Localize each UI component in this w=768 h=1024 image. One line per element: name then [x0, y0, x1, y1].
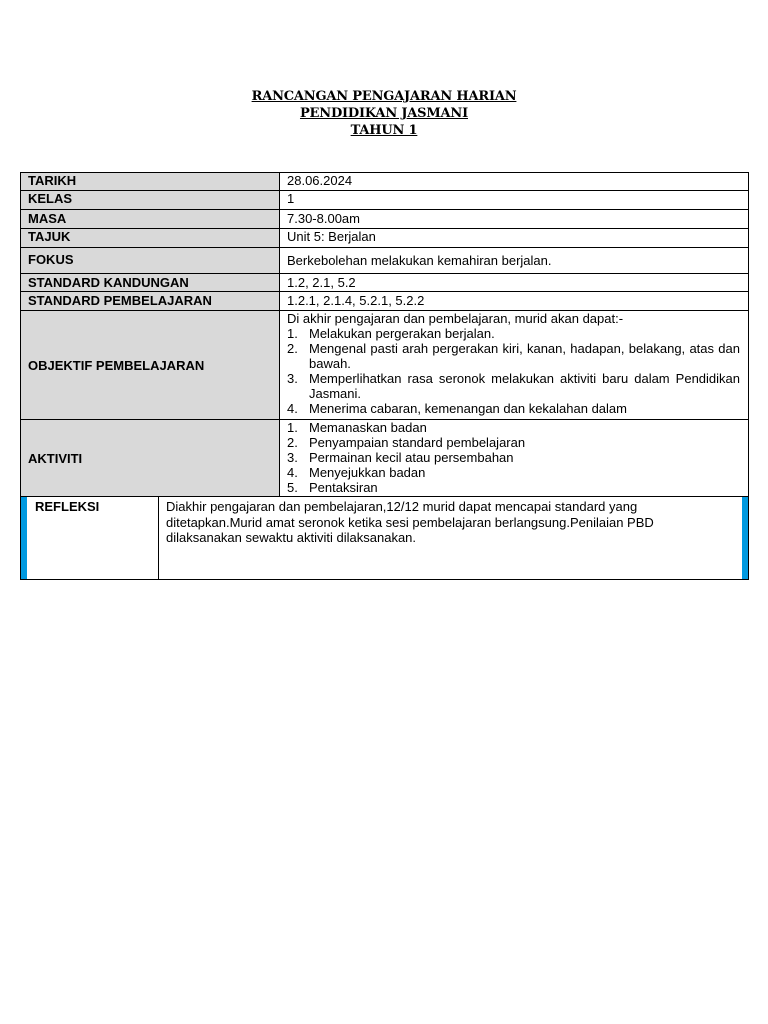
- objektif-item: 1. Melakukan pergerakan berjalan.: [287, 326, 495, 341]
- tarikh-label: TARIKH: [20, 172, 280, 191]
- objektif-item: 4. Menerima cabaran, kemenangan dan kekalahan dalam: [287, 401, 627, 416]
- aktiviti-list: [287, 420, 740, 495]
- objektif-value: [279, 310, 749, 420]
- aktiviti-value: [279, 419, 749, 497]
- tajuk-label: TAJUK: [20, 228, 280, 248]
- refleksi-left-accent-bar: [21, 497, 27, 579]
- kelas-label: KELAS: [20, 190, 280, 210]
- masa-label: MASA: [20, 209, 280, 229]
- standard-pembelajaran-value: 1.2.1, 2.1.4, 5.2.1, 5.2.2: [279, 291, 749, 311]
- masa-value: 7.30-8.00am: [279, 209, 749, 229]
- aktiviti-item: 3. Permainan kecil atau persembahan: [287, 450, 514, 465]
- tarikh-value: 28.06.2024: [279, 172, 749, 191]
- standard-pembelajaran-label: STANDARD PEMBELAJARAN: [20, 291, 280, 311]
- standard-kandungan-label: STANDARD KANDUNGAN: [20, 273, 280, 292]
- aktiviti-label-text: AKTIVITI: [28, 450, 83, 466]
- standard-kandungan-value: 1.2, 2.1, 5.2: [279, 273, 749, 292]
- objektif-item: 3. Memperlihatkan rasa seronok melakukan aktiviti baru dalam Pendidikan Jasmani.: [287, 371, 740, 401]
- objektif-label-text: OBJEKTIF PEMBELAJARAN: [28, 357, 205, 373]
- aktiviti-item: 5. Pentaksiran: [287, 480, 378, 495]
- refleksi-row: [20, 496, 749, 580]
- objektif-item: 2. Mengenal pasti arah pergerakan kiri, kanan, hadapan, belakang, atas dan bawah.: [287, 341, 740, 371]
- refleksi-right-accent-bar: [742, 497, 748, 579]
- fokus-label: FOKUS: [20, 247, 280, 274]
- title-line-2: PENDIDIKAN JASMANI: [299, 106, 468, 121]
- aktiviti-item: 4. Menyejukkan badan: [287, 465, 426, 480]
- kelas-value: 1: [279, 190, 749, 210]
- objektif-label: [20, 310, 280, 420]
- refleksi-label: REFLEKSI: [28, 497, 159, 579]
- lesson-plan-table: [20, 172, 749, 496]
- title-line-1: RANCANGAN PENGAJARAN HARIAN: [251, 89, 517, 104]
- aktiviti-item: 1. Memanaskan badan: [287, 420, 427, 435]
- aktiviti-label: [20, 419, 280, 497]
- objektif-list: [287, 326, 740, 416]
- objektif-intro: Di akhir pengajaran dan pembelajaran, murid akan dapat:-: [287, 311, 624, 326]
- refleksi-text: Diakhir pengajaran dan pembelajaran,12/12 murid dapat mencapai standard yang ditetapkan.Murid amat seronok ketika sesi pembelajaran berlangsung.Penilaian PBD dilaksanakan sewaktu aktiviti dilaksanakan.: [166, 499, 654, 545]
- title-line-3: TAHUN 1: [350, 123, 418, 138]
- aktiviti-item: 2. Penyampaian standard pembelajaran: [287, 435, 526, 450]
- tajuk-value: Unit 5: Berjalan: [279, 228, 749, 248]
- fokus-value: Berkebolehan melakukan kemahiran berjalan.: [279, 247, 749, 274]
